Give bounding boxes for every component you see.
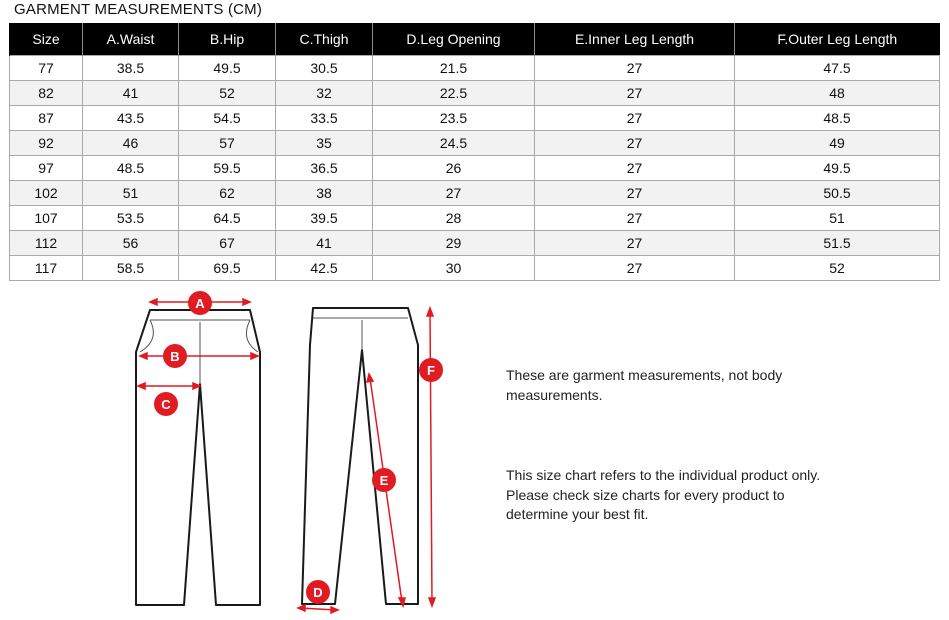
- table-cell: 36.5: [276, 156, 373, 181]
- table-cell: 107: [10, 206, 83, 231]
- table-cell: 50.5: [735, 181, 940, 206]
- table-cell: 82: [10, 81, 83, 106]
- table-cell: 59.5: [179, 156, 276, 181]
- marker-b-icon: [163, 344, 187, 368]
- table-cell: 69.5: [179, 256, 276, 281]
- table-cell: 21.5: [373, 56, 535, 81]
- table-cell: 23.5: [373, 106, 535, 131]
- table-cell: 22.5: [373, 81, 535, 106]
- page-title: GARMENT MEASUREMENTS (CM): [14, 1, 263, 18]
- table-cell: 49.5: [179, 56, 276, 81]
- table-cell: 48.5: [735, 106, 940, 131]
- table-cell: 26: [373, 156, 535, 181]
- table-cell: 33.5: [276, 106, 373, 131]
- table-cell: 35: [276, 131, 373, 156]
- column-header: E.Inner Leg Length: [535, 23, 735, 56]
- table-cell: 52: [735, 256, 940, 281]
- table-cell: 47.5: [735, 56, 940, 81]
- garment-note: These are garment measurements, not body measurements.: [506, 367, 783, 403]
- table-cell: 48: [735, 81, 940, 106]
- marker-e-icon: [372, 468, 396, 492]
- table-cell: 27: [535, 206, 735, 231]
- marker-c-label: C: [161, 397, 171, 412]
- column-header: A.Waist: [83, 23, 179, 56]
- column-header: F.Outer Leg Length: [735, 23, 940, 56]
- table-cell: 117: [10, 256, 83, 281]
- table-cell: 38: [276, 181, 373, 206]
- marker-e-label: E: [379, 473, 389, 488]
- table-cell: 28: [373, 206, 535, 231]
- table-cell: 41: [276, 231, 373, 256]
- marker-a-icon: [188, 291, 212, 315]
- table-cell: 29: [373, 231, 535, 256]
- table-cell: 54.5: [179, 106, 276, 131]
- table-cell: 57: [179, 131, 276, 156]
- table-cell: 62: [179, 181, 276, 206]
- table-cell: 39.5: [276, 206, 373, 231]
- table-cell: 58.5: [83, 256, 179, 281]
- table-cell: 67: [179, 231, 276, 256]
- table-cell: 27: [535, 156, 735, 181]
- table-cell: 43.5: [83, 106, 179, 131]
- table-cell: 27: [535, 106, 735, 131]
- column-header: Size: [10, 23, 83, 56]
- table-cell: 51: [735, 206, 940, 231]
- table-cell: 53.5: [83, 206, 179, 231]
- marker-d-label: D: [313, 585, 323, 600]
- column-header: C.Thigh: [276, 23, 373, 56]
- table-cell: 38.5: [83, 56, 179, 81]
- column-header: D.Leg Opening: [373, 23, 535, 56]
- table-cell: 48.5: [83, 156, 179, 181]
- pants-back-outline-icon: [302, 308, 418, 604]
- table-cell: 32: [276, 81, 373, 106]
- table-cell: 27: [535, 131, 735, 156]
- table-cell: 30.5: [276, 56, 373, 81]
- marker-d-icon: [306, 580, 330, 604]
- table-cell: 27: [535, 256, 735, 281]
- size-chart-disclaimer: This size chart refers to the individual product only. Please check size charts for every product to determine your best fit.: [506, 467, 821, 522]
- table-cell: 42.5: [276, 256, 373, 281]
- marker-f-label: F: [427, 363, 435, 378]
- marker-b-label: B: [170, 349, 180, 364]
- table-cell: 92: [10, 131, 83, 156]
- table-cell: 56: [83, 231, 179, 256]
- table-cell: 112: [10, 231, 83, 256]
- table-cell: 49: [735, 131, 940, 156]
- table-cell: 24.5: [373, 131, 535, 156]
- marker-a-label: A: [195, 296, 205, 311]
- table-cell: 77: [10, 56, 83, 81]
- table-cell: 102: [10, 181, 83, 206]
- table-cell: 27: [535, 56, 735, 81]
- table-cell: 51: [83, 181, 179, 206]
- table-cell: 64.5: [179, 206, 276, 231]
- table-cell: 52: [179, 81, 276, 106]
- table-cell: 41: [83, 81, 179, 106]
- marker-c-icon: [154, 392, 178, 416]
- table-cell: 27: [535, 181, 735, 206]
- table-cell: 97: [10, 156, 83, 181]
- table-cell: 30: [373, 256, 535, 281]
- table-cell: 27: [373, 181, 535, 206]
- table-cell: 27: [535, 231, 735, 256]
- table-cell: 87: [10, 106, 83, 131]
- table-cell: 46: [83, 131, 179, 156]
- column-header: B.Hip: [179, 23, 276, 56]
- table-cell: 27: [535, 81, 735, 106]
- table-cell: 51.5: [735, 231, 940, 256]
- pants-front-outline-icon: [136, 310, 260, 605]
- table-cell: 49.5: [735, 156, 940, 181]
- marker-f-icon: [419, 358, 443, 382]
